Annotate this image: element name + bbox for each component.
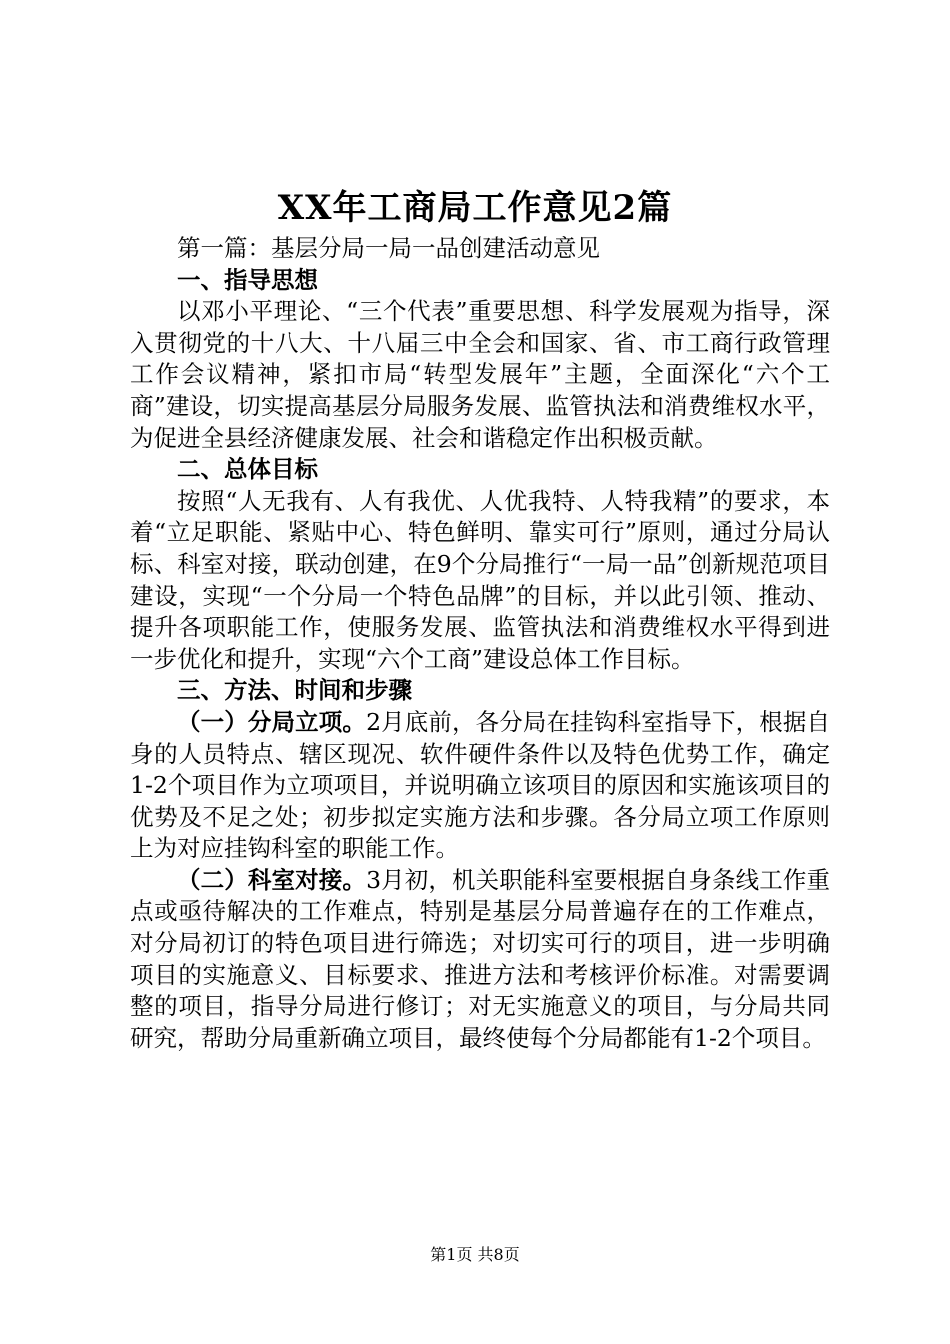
step-label-1: （一）分局立项。 [177,707,367,736]
step-item-2 [130,865,830,1055]
document-subtitle: 第一篇：基层分局一局一品创建活动意见 [177,234,600,262]
document-title: XX年工商局工作意见2篇 [277,188,673,228]
step-text-2: 3月初，机关职能科室要根据自身条线工作重点或亟待解决的工作难点，特别是基层分局普遍存在的工作难点，对分局初订的特色项目进行筛选；对切实可行的项目，进一步明确项目的实施意义、目标要求、推进方法和考核评价标准。对需要调整的项目，指导分局进行修订；对无实施意义的项目，与分局共同研究，帮助分局重新确立项目，最终使每个分局都能有1-2个项目。 [130,865,831,1052]
section-heading-3: 三、方法、时间和步骤 [177,676,412,705]
step-item-1 [130,707,830,865]
page-footer: 第1页 共8页 [430,1245,520,1264]
section-paragraph-1: 以邓小平理论、“三个代表”重要思想、科学发展观为指导，深入贯彻党的十八大、十八届三中全会和国家、省、市工商行政管理工作会议精神，紧扣市局“转型发展年”主题，全面深化“六个工商”建设，切实提高基层分局服务发展、监管执法和消费维权水平，为促进全县经济健康发展、社会和谐稳定作出积极贡献。 [130,297,830,452]
section-heading-2: 二、总体目标 [177,455,318,484]
document-body [130,233,830,1054]
section-paragraph-2: 按照“人无我有、人有我优、人优我特、人特我精”的要求，本着“立足职能、紧贴中心、特色鲜明、靠实可行”原则，通过分局认标、科室对接，联动创建，在9个分局推行“一局一品”创新规范项目建设，实现“一个分局一个特色品牌”的目标，并以此引领、推动、提升各项职能工作，使服务发展、监管执法和消费维权水平得到进一步优化和提升，实现“六个工商”建设总体工作目标。 [130,486,830,673]
step-text-1: 2月底前，各分局在挂钩科室指导下，根据自身的人员特点、辖区现况、软件硬件条件以及特色优势工作，确定1-2个项目作为立项项目，并说明确立该项目的原因和实施该项目的优势及不足之处；初步拟定实施方法和步骤。各分局立项工作原则上为对应挂钩科室的职能工作。 [130,707,831,863]
section-heading-1: 一、指导思想 [177,265,318,294]
step-label-2: （二）科室对接。 [177,865,367,894]
